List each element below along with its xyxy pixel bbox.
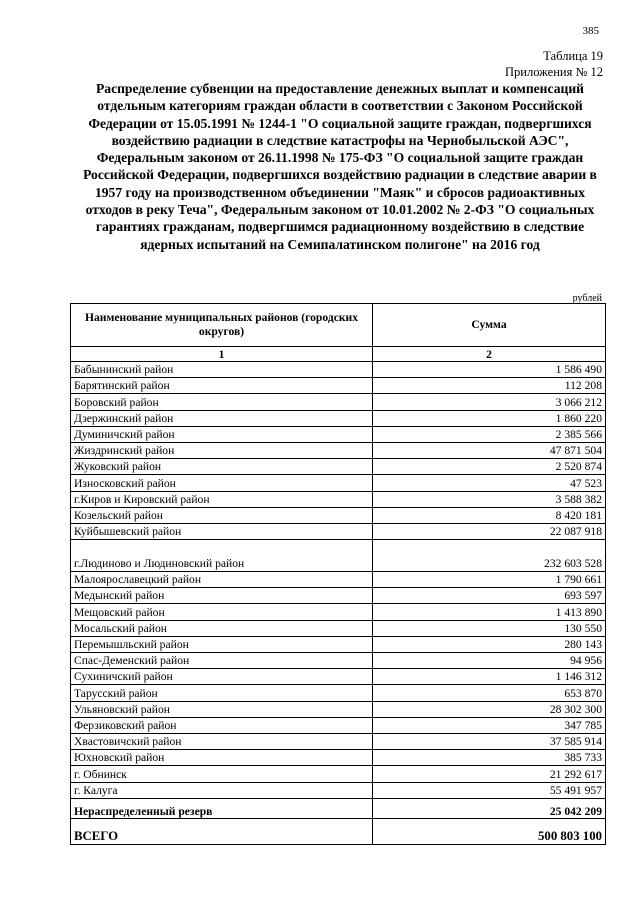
district-name: Мещовский район xyxy=(71,604,373,620)
district-name: Жиздринский район xyxy=(71,442,373,458)
table-row xyxy=(71,475,606,491)
district-amount: 385 733 xyxy=(373,750,606,766)
district-name: Износковский район xyxy=(71,475,373,491)
table-row xyxy=(71,588,606,604)
district-amount: 28 302 300 xyxy=(373,701,606,717)
district-amount: 3 066 212 xyxy=(373,394,606,410)
table-row xyxy=(71,362,606,378)
subvention-table xyxy=(70,303,606,845)
district-name: Тарусский район xyxy=(71,685,373,701)
header-name: Наименование муниципальных районов (городских округов) xyxy=(71,304,373,347)
district-amount: 1 586 490 xyxy=(373,362,606,378)
district-amount: 1 146 312 xyxy=(373,669,606,685)
district-name: Хвастовичский район xyxy=(71,733,373,749)
district-amount: 693 597 xyxy=(373,588,606,604)
district-amount: 94 956 xyxy=(373,653,606,669)
table-row xyxy=(71,733,606,749)
table-label: Таблица 19 xyxy=(543,49,603,63)
district-amount: 2 520 874 xyxy=(373,459,606,475)
district-amount: 47 523 xyxy=(373,475,606,491)
table-row xyxy=(71,459,606,475)
document-title: Распределение субвенции на предоставление денежных выплат и компенсаций отдельным категориям граждан области в соответствии с Законом Российской Федерации от 15.05.1991 № 1244-1 "О социальной защите граждан, подвергшихся воздействию радиации в следствие катастрофы на Чернобыльской АЭС", Федеральным законом от 26.11.1998 № 175-ФЗ "О социальной защите граждан Российской Федерации, подвергшихся воздействию радиации в следствие аварии в 1957 году на производственном объединении "Маяк" и сбросов радиоактивных отходов в реку Теча", Федеральным законом от 10.01.2002 № 2-ФЗ "О социальных гарантиях гражданам, подвергшимся радиационному воздействию в следствие ядерных испытаний на Семипалатинском полигоне" на 2016 год xyxy=(83,81,597,252)
district-name: Барятинский район xyxy=(71,378,373,394)
table-row xyxy=(71,717,606,733)
district-amount: 347 785 xyxy=(373,717,606,733)
total-name: ВСЕГО xyxy=(71,818,373,844)
district-name: Перемышльский район xyxy=(71,636,373,652)
district-name: Козельский район xyxy=(71,507,373,523)
table-row xyxy=(71,426,606,442)
district-name: Ферзиковский район xyxy=(71,717,373,733)
currency-unit: рублей xyxy=(572,293,602,304)
table-row xyxy=(71,620,606,636)
column-number-1: 1 xyxy=(71,347,373,362)
district-name: г. Обнинск xyxy=(71,766,373,782)
table-row xyxy=(71,701,606,717)
district-name: Сухиничский район xyxy=(71,669,373,685)
total-row xyxy=(71,818,606,844)
table-row xyxy=(71,523,606,539)
total-amount: 500 803 100 xyxy=(373,818,606,844)
table-row xyxy=(71,442,606,458)
table-row xyxy=(71,669,606,685)
district-amount: 21 292 617 xyxy=(373,766,606,782)
district-amount: 653 870 xyxy=(373,685,606,701)
district-amount: 3 588 382 xyxy=(373,491,606,507)
district-name: г. Калуга xyxy=(71,782,373,798)
district-name: Мосальский район xyxy=(71,620,373,636)
district-name: Думиничский район xyxy=(71,426,373,442)
table-row xyxy=(71,685,606,701)
table-row xyxy=(71,604,606,620)
reserve-amount: 25 042 209 xyxy=(373,798,606,818)
table-row xyxy=(71,394,606,410)
table-row xyxy=(71,540,606,572)
table-row xyxy=(71,572,606,588)
district-amount: 55 491 957 xyxy=(373,782,606,798)
district-amount: 1 413 890 xyxy=(373,604,606,620)
district-name: Куйбышевский район xyxy=(71,523,373,539)
table-row xyxy=(71,750,606,766)
table-row xyxy=(71,410,606,426)
table-body xyxy=(71,362,606,799)
district-name: Ульяновский район xyxy=(71,701,373,717)
district-amount: 280 143 xyxy=(373,636,606,652)
district-name: Спас-Деменский район xyxy=(71,653,373,669)
table-row xyxy=(71,653,606,669)
district-name: Боровский район xyxy=(71,394,373,410)
district-name: Жуковский район xyxy=(71,459,373,475)
district-amount: 112 208 xyxy=(373,378,606,394)
district-name: г.Киров и Кировский район xyxy=(71,491,373,507)
district-name: Юхновский район xyxy=(71,750,373,766)
district-amount: 37 585 914 xyxy=(373,733,606,749)
table-row xyxy=(71,766,606,782)
district-name: Медынский район xyxy=(71,588,373,604)
district-name: Бабынинский район xyxy=(71,362,373,378)
header-sum: Сумма xyxy=(373,304,606,347)
reserve-name: Нераспределенный резерв xyxy=(71,798,373,818)
column-number-2: 2 xyxy=(373,347,606,362)
page-number: 385 xyxy=(582,25,599,37)
table-row xyxy=(71,782,606,798)
district-name: Дзержинский район xyxy=(71,410,373,426)
table-row xyxy=(71,378,606,394)
reserve-row xyxy=(71,798,606,818)
table-row xyxy=(71,491,606,507)
district-amount: 47 871 504 xyxy=(373,442,606,458)
appendix-label: Приложения № 12 xyxy=(505,65,603,79)
district-amount: 2 385 566 xyxy=(373,426,606,442)
district-name: г.Людиново и Людиновский район xyxy=(71,540,373,572)
table-row xyxy=(71,507,606,523)
district-amount: 22 087 918 xyxy=(373,523,606,539)
table-row xyxy=(71,636,606,652)
district-amount: 8 420 181 xyxy=(373,507,606,523)
district-name: Малоярославецкий район xyxy=(71,572,373,588)
district-amount: 232 603 528 xyxy=(373,540,606,572)
table-reference xyxy=(505,48,603,80)
district-amount: 1 790 661 xyxy=(373,572,606,588)
district-amount: 130 550 xyxy=(373,620,606,636)
district-amount: 1 860 220 xyxy=(373,410,606,426)
